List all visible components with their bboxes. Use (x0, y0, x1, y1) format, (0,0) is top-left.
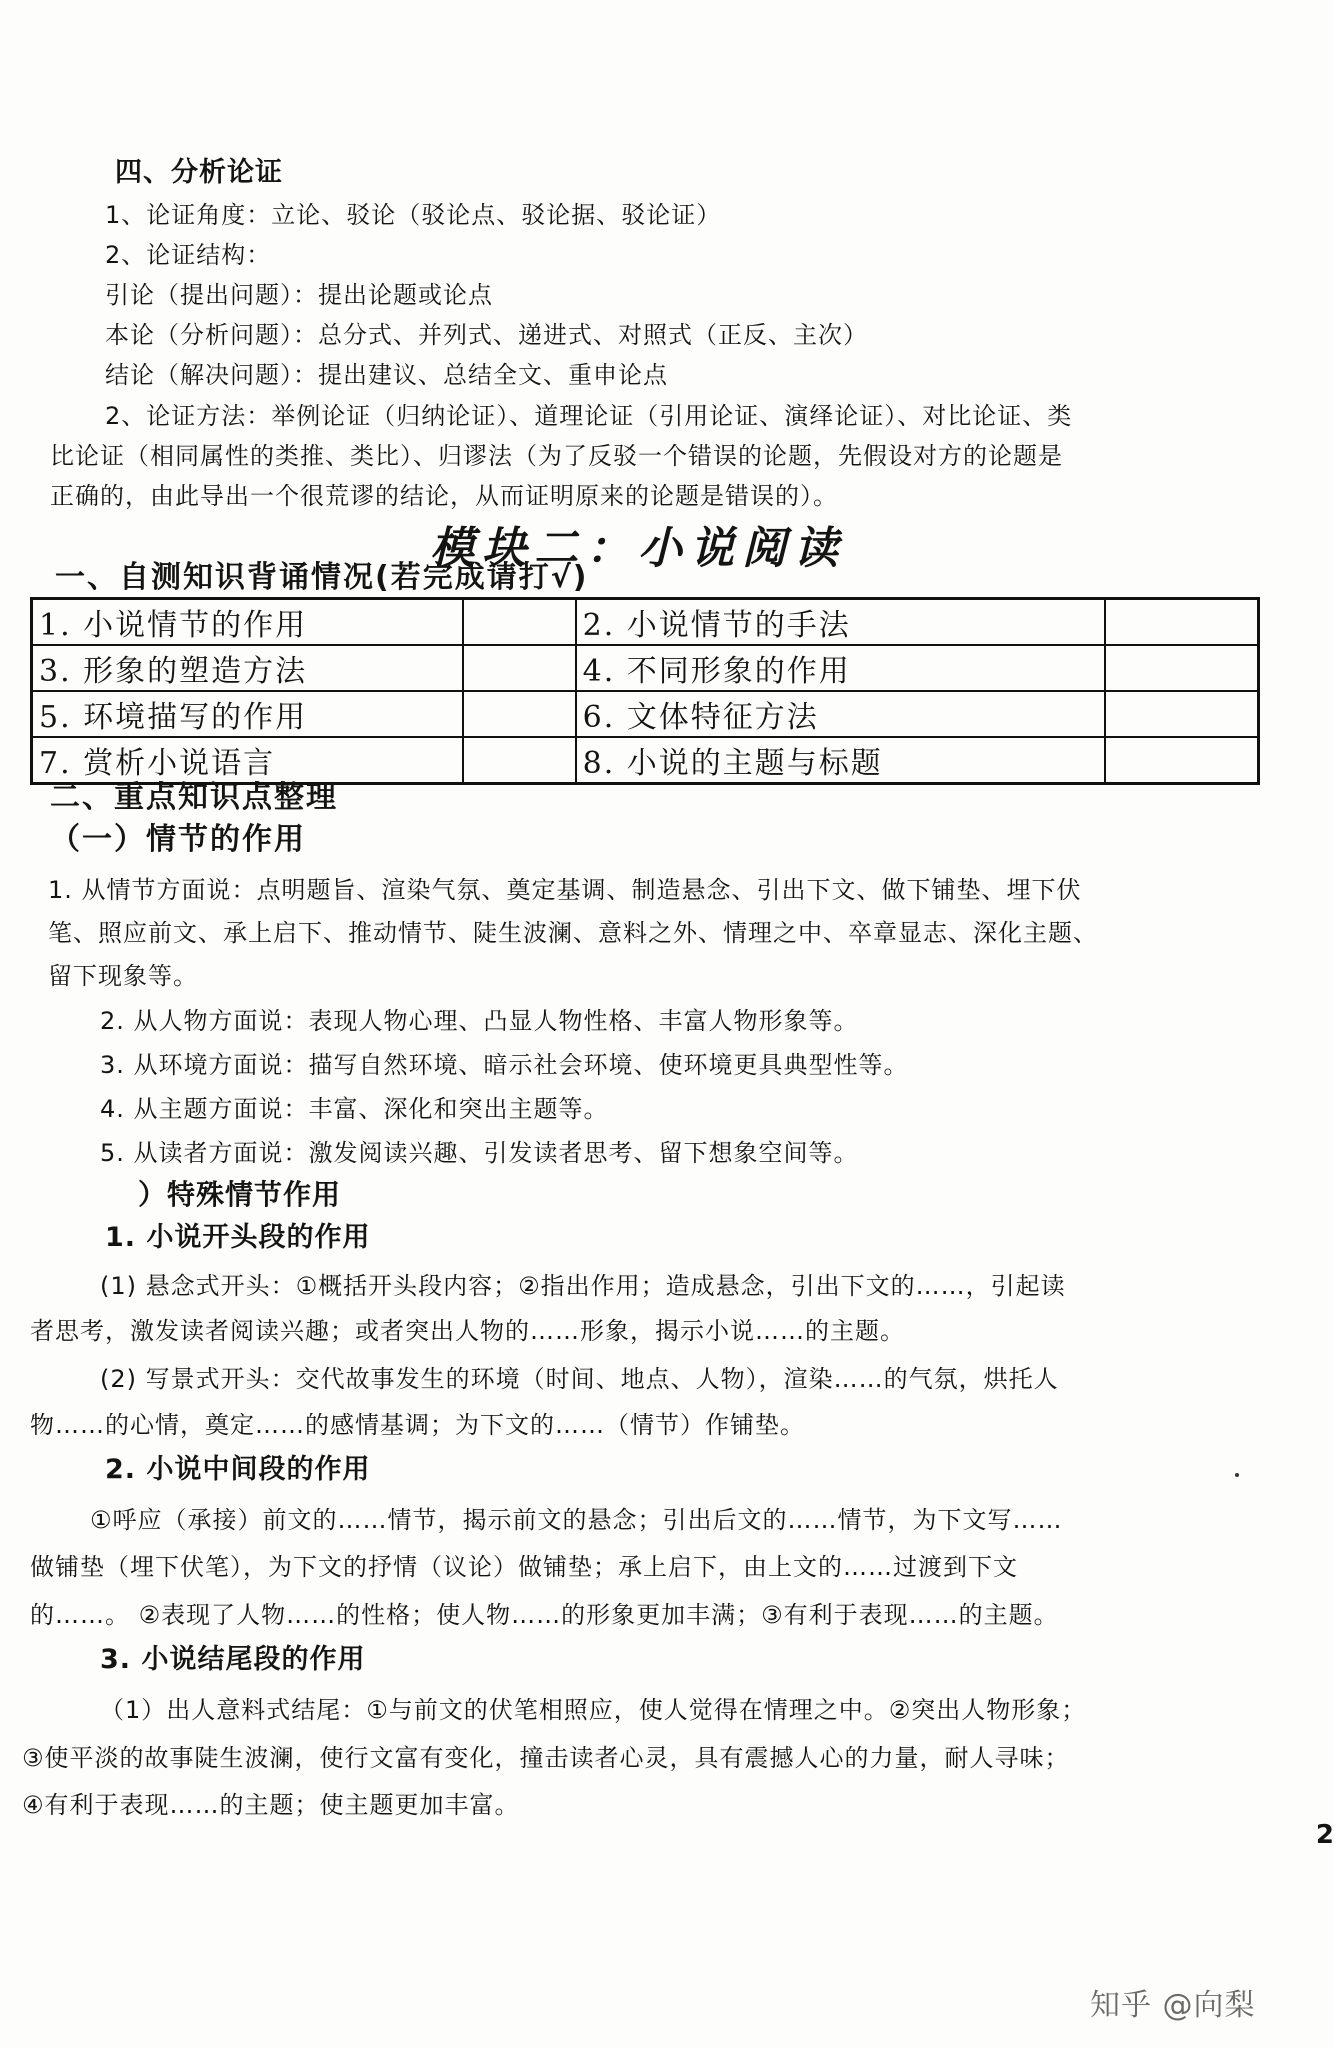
text-line: 结论（解决问题）：提出建议、总结全文、重申论点 (105, 361, 668, 389)
table-row (32, 737, 1259, 784)
text-line: 比论证（相同属性的类推、类比）、归谬法（为了反驳一个错误的论题，先假设对方的论题是 (50, 442, 1063, 470)
part-heading: 二、重点知识点整理 (50, 780, 338, 815)
part-heading: 一、自测知识背诵情况(若完成请打√) (55, 560, 589, 595)
check-box[interactable] (1105, 645, 1258, 691)
check-box[interactable] (463, 691, 576, 737)
checklist-item: 6. 文体特征方法 (576, 691, 1106, 737)
text-line: 做铺垫（埋下伏笔），为下文的抒情（议论）做铺垫；承上启下，由上文的……过渡到下文 (30, 1553, 1018, 1581)
text-line: （1）出人意料式结尾：①与前文的伏笔相照应，使人觉得在情理之中。②突出人物形象； (100, 1696, 1087, 1724)
text-line: 3. 从环境方面说：描写自然环境、暗示社会环境、使环境更具典型性等。 (100, 1051, 909, 1079)
text-line: ③使平淡的故事陡生波澜，使行文富有变化，撞击读者心灵，具有震撼人心的力量，耐人寻味； (22, 1744, 1070, 1772)
text-line: 留下现象等。 (48, 962, 198, 990)
section-heading: 四、分析论证 (115, 157, 283, 188)
text-line: 1、论证角度：立论、驳论（驳论点、驳论据、驳论证） (105, 201, 722, 229)
text-line: 的……。 ②表现了人物……的性格；使人物……的形象更加丰满；③有利于表现……的主题。 (30, 1601, 1059, 1629)
table-row (32, 599, 1259, 646)
table-row (32, 691, 1259, 737)
checklist-item: 7. 赏析小说语言 (32, 737, 463, 784)
sub-heading: （一）情节的作用 (50, 822, 306, 857)
text-line: 物……的心情，奠定……的感情基调；为下文的……（情节）作铺垫。 (30, 1411, 805, 1439)
text-line: 者思考，激发读者阅读兴趣；或者突出人物的……形象，揭示小说……的主题。 (30, 1317, 905, 1345)
text-line: 引论（提出问题）：提出论题或论点 (105, 281, 493, 309)
sub-heading: ）特殊情节作用 (138, 1178, 342, 1211)
sub-heading: 2. 小说中间段的作用 (105, 1454, 371, 1485)
text-line: 2、论证结构： (105, 241, 272, 269)
text-line: 本论（分析问题）：总分式、并列式、递进式、对照式（正反、主次） (105, 321, 868, 349)
check-box[interactable] (463, 645, 576, 691)
text-line: 2、论证方法：举例论证（归纳论证）、道理论证（引用论证、演绎论证）、对比论证、类 (105, 402, 1073, 430)
sub-heading: 3. 小说结尾段的作用 (100, 1644, 366, 1675)
watermark: 知乎 @向梨 (1090, 1988, 1256, 2023)
sub-heading: 1. 小说开头段的作用 (105, 1222, 371, 1253)
check-box[interactable] (1105, 599, 1258, 646)
module-title: 模块二：小说阅读 (430, 523, 846, 574)
check-box[interactable] (1105, 691, 1258, 737)
text-line: 5. 从读者方面说：激发阅读兴趣、引发读者思考、留下想象空间等。 (100, 1139, 859, 1167)
text-line: 4. 从主题方面说：丰富、深化和突出主题等。 (100, 1095, 609, 1123)
text-line: 1. 从情节方面说：点明题旨、渲染气氛、奠定基调、制造悬念、引出下文、做下铺垫、埋下伏 (48, 876, 1082, 904)
checklist-table (30, 597, 1260, 785)
stray-mark (1235, 1473, 1239, 1477)
text-line: ④有利于表现……的主题；使主题更加丰富。 (22, 1791, 520, 1819)
check-box[interactable] (463, 599, 576, 646)
checklist-item: 1. 小说情节的作用 (32, 599, 463, 646)
checklist-item: 2. 小说情节的手法 (576, 599, 1106, 646)
text-line: (2) 写景式开头：交代故事发生的环境（时间、地点、人物），渲染……的气氛，烘托人 (100, 1365, 1059, 1393)
table-row (32, 645, 1259, 691)
text-line: 笔、照应前文、承上启下、推动情节、陡生波澜、意料之外、情理之中、卒章显志、深化主题、 (48, 919, 1098, 947)
checklist-item: 4. 不同形象的作用 (576, 645, 1106, 691)
checklist-item: 3. 形象的塑造方法 (32, 645, 463, 691)
text-line: 正确的，由此导出一个很荒谬的结论，从而证明原来的论题是错误的）。 (50, 482, 838, 510)
text-line: ①呼应（承接）前文的……情节，揭示前文的悬念；引出后文的……情节，为下文写…… (90, 1506, 1063, 1534)
text-line: 2. 从人物方面说：表现人物心理、凸显人物性格、丰富人物形象等。 (100, 1007, 859, 1035)
checklist-item: 8. 小说的主题与标题 (576, 737, 1106, 784)
check-box[interactable] (1105, 737, 1258, 784)
checklist-item: 5. 环境描写的作用 (32, 691, 463, 737)
check-box[interactable] (463, 737, 576, 784)
text-line: (1) 悬念式开头：①概括开头段内容；②指出作用；造成悬念，引出下文的……，引起读 (100, 1272, 1066, 1300)
page-number: 2 (1315, 1820, 1334, 1850)
